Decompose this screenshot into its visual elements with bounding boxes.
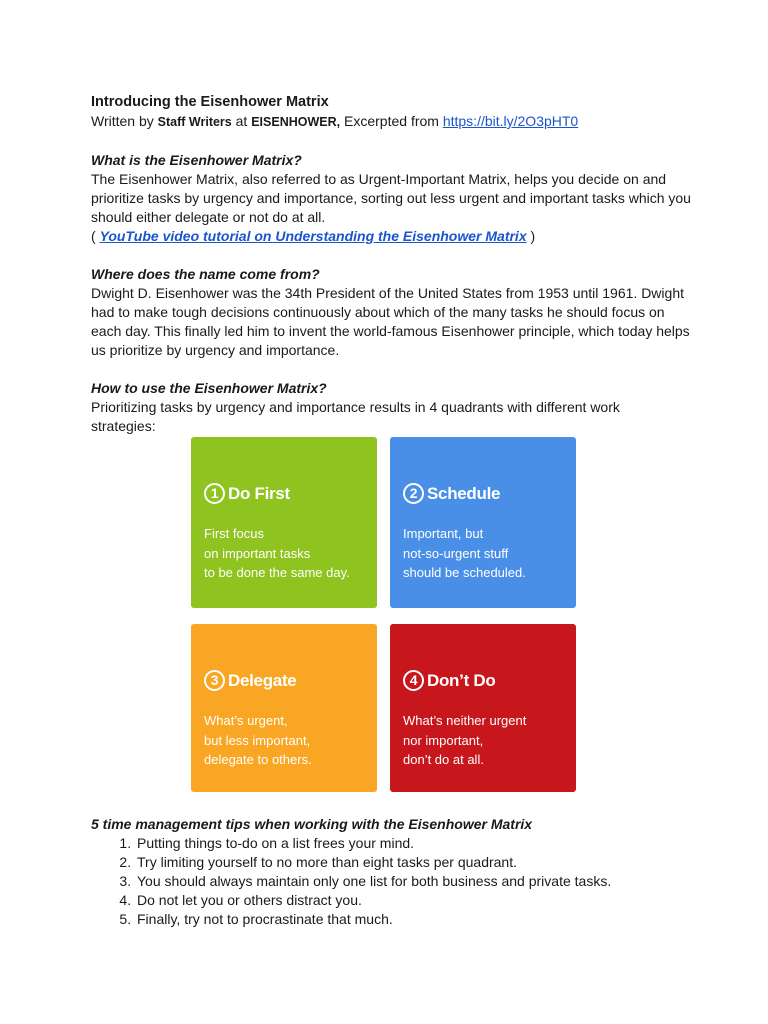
description-line: First focus <box>204 526 264 541</box>
description-line: nor important, <box>403 732 484 748</box>
section-name-heading: Where does the name come from? <box>91 266 320 282</box>
source-link[interactable]: https://bit.ly/2O3pHT0 <box>442 113 579 129</box>
byline-excerpt: Excerpted from <box>340 113 443 129</box>
number-circle-icon: 3 <box>204 670 225 691</box>
paren-open: ( <box>91 228 100 244</box>
quadrant-description <box>204 711 312 770</box>
quadrant-heading <box>403 670 495 691</box>
video-link-line <box>91 227 691 246</box>
number-circle-icon: 1 <box>204 483 225 504</box>
quadrant-do-first <box>191 437 377 608</box>
eisenhower-matrix <box>191 437 577 792</box>
list-item: 3. You should always maintain only one list for both business and private tasks. <box>135 872 711 891</box>
page-title: Introducing the Eisenhower Matrix <box>91 94 329 110</box>
quadrant-schedule <box>390 437 576 608</box>
description-line: on important tasks <box>204 545 311 561</box>
quadrant-heading <box>204 483 290 504</box>
list-item: 4. Do not let you or others distract you. <box>135 891 711 910</box>
section-how-heading: How to use the Eisenhower Matrix? <box>91 380 327 396</box>
quadrant-delegate <box>191 624 377 792</box>
list-item: 1. Putting things to-do on a list frees your mind. <box>135 834 711 853</box>
byline-author: Staff Writers <box>157 115 232 129</box>
description-line: should be scheduled. <box>403 565 526 580</box>
paren-close: ) <box>526 228 536 244</box>
section-name-text: Dwight D. Eisenhower was the 34th President of the United States from 1953 until 1961. Dwight had to make tough decisions continuously about which of the many tasks he should focus on each day. This finally led him to invent the world-famous Eisenhower principle, which today helps us prioritize by urgency and importance. <box>91 285 690 358</box>
youtube-video-link[interactable]: YouTube video tutorial on Understanding the Eisenhower Matrix <box>99 228 527 244</box>
quadrant-description <box>204 524 350 583</box>
description-line: don’t do at all. <box>403 752 484 767</box>
quadrant-title: Don’t Do <box>427 671 496 690</box>
list-item: 2. Try limiting yourself to no more than eight tasks per quadrant. <box>135 853 711 872</box>
description-line: What’s urgent, <box>204 713 288 728</box>
description-line: Important, but <box>403 526 484 541</box>
quadrant-title: Do First <box>228 484 290 503</box>
description-line: not-so-urgent stuff <box>403 545 509 561</box>
quadrant-heading <box>204 670 296 691</box>
byline-at: at <box>231 113 252 129</box>
section-how-text: Prioritizing tasks by urgency and importance results in 4 quadrants with different work strategies: <box>91 399 620 434</box>
description-line: to be done the same day. <box>204 565 350 580</box>
list-item: 5. Finally, try not to procrastinate that much. <box>135 910 711 929</box>
description-line: What’s neither urgent <box>403 713 527 728</box>
number-circle-icon: 2 <box>403 483 424 504</box>
quadrant-title: Delegate <box>228 671 297 690</box>
section-what-text: The Eisenhower Matrix, also referred to as Urgent-Important Matrix, helps you decide on and prioritize tasks by urgency and importance, sorting out less urgent and important tasks which you should either delegate or not do at all. <box>91 171 691 225</box>
quadrant-description <box>403 711 526 770</box>
byline <box>91 112 691 132</box>
section-what-heading: What is the Eisenhower Matrix? <box>91 152 302 168</box>
quadrant-description <box>403 524 526 583</box>
quadrant-dont-do <box>390 624 576 792</box>
description-line: delegate to others. <box>204 752 312 767</box>
tips-heading: 5 time management tips when working with the Eisenhower Matrix <box>91 816 533 832</box>
quadrant-title: Schedule <box>427 484 501 503</box>
tips-section <box>91 815 711 929</box>
quadrant-heading <box>403 483 500 504</box>
number-circle-icon: 4 <box>403 670 424 691</box>
byline-prefix: Written by <box>91 113 158 129</box>
byline-org: EISENHOWER, <box>251 115 341 129</box>
tips-list <box>91 834 711 929</box>
document-body <box>91 93 691 436</box>
description-line: but less important, <box>204 732 311 748</box>
